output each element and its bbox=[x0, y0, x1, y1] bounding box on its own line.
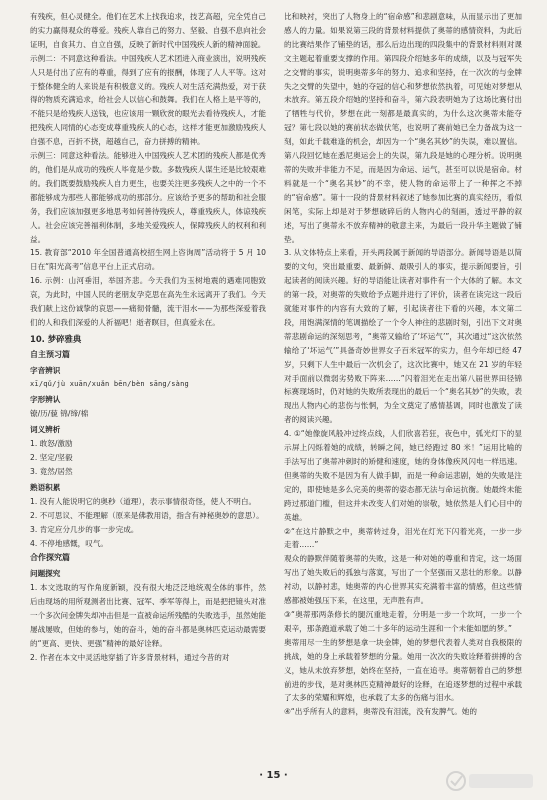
paragraph: 1. 没有人能说明它的奥秒（道理），表示事情很奇怪，使人不明白。 bbox=[30, 496, 257, 506]
paragraph: 比和映衬，突出了人物身上的“宿命感”和悲剧意味，从而显示出了更加感人的力量。如果说第三段的背景材料提供了奥蒂的感情资料，为此后的比赛结果作了铺垫的话，那么后边出现的四段集中的背景材料则对课文主题起着重要支撑的作用。第四段介绍她多年的成绩，以及与冠军失之交臂的事实，说明奥蒂多年的努力、追求和坚持，在一次次的与金牌失之交臂的失望中，她的夺冠的信心和梦想依然执着，可见她对梦想从未放弃。第五段介绍她的坚持和奋斗，第六段表明她为了这场比赛付出了牺牲与代价，梦想在此一刻都是最真实的，为什么这次奥蒂未能夺冠？第七段以她的赛前状态做伏笔，也说明了赛前她已全力备战为这一刻，如此千载难逢的机会，却因为一个“奥名其妙”的失误，难以置信。第八段回忆她在悉尼奥运会上的失误，第九段是她的心理分析。说明奥蒂的失败并非能力不足，而是因为命运、运气，甚至可以说是宿命。材料就是一个“奥名其妙”的不幸，使人物的命运带上了一种挥之不掉的“宿命感”。第十一段的背景材料叙述了她参加比赛的真实经历，看似闲笔，实际上却是对于梦想破碎后的人物内心的刻画，透过平静的叙述，写出了奥蒂永不放弃精神的敬意主来，为最后一段升华主题做了铺垫。 bbox=[284, 12, 522, 244]
paragraph: 3. 肯定应分几步的事一步完成。 bbox=[30, 524, 139, 534]
paragraph: 2. 不可思议、不能理解（原来是佛教用语，指含有神秘奥妙的意思）。 bbox=[30, 510, 264, 520]
paragraph: 15. 教育部“2010 年全国普通高校招生网上咨询周”活动将于 5 月 10 日在“阳光高考”信息平台上正式启动。 bbox=[30, 248, 266, 272]
paragraph: 奥蒂用尽一生的梦想是拿一块金牌，她的梦想代表着人类对自我极限的挑战，她的身上承载着梦想的分量。她用一次次的失败诠释着拼搏的含义，她从未放弃梦想，始终在坚持，一直在追寻。奥蒂朝着自己的梦想前进的步伐，是对奥林匹克精神最好的诠释，在追逐梦想的过程中承载了太多的荣耀和辉煌，也承载了太多的伤痛与泪水。 bbox=[284, 637, 522, 703]
paragraph: 3. 从文体特点上来看，开头两段属于新闻的导语部分。新闻导语是以简要的文句，突出最重要、最新鲜、最吸引人的事实，提示新闻要旨，引起读者的阅读兴趣。好的导语能让读者对事件有一个大体的了解。本文的第一段，对奥蒂的失败给予点题并进行了评价，读者在读完这一段后就能对事件的内容有大致的了解，引起读者往下看的兴趣，本文第二段，用饱满深情的笔调描绘了一个令人神往的悲剧时刻，引出下文对奥蒂悲剧命运的深刻思考，“奥蒂又输给了‘坏运气’”，其次通过“这次依然输给了‘坏运气’”具备奇妙世界女子百米冠军的实力，但今年却已经 47 岁，只剩下人生中最后一次机会了，这次比赛中，她又在 21 岁的年轻对手面前以微弱劣势败下阵来……”闪着泪光在走出第八届世界田径锦标赛现场时，仍对她的失败所表现出的最后一个“奥名其妙”的失败，表现出人物内心的悲伤与怅惘，为全文奠定了感情基调，同时也激发了读者的阅读兴趣。 bbox=[284, 248, 522, 425]
paragraph: 示例三：同意这种看法。能够进入中国残疾人艺术团的残疾人都是优秀的，他们是从成功的残疾人毕竟是少数。多数残疾人谋生还是比较艰难的。我们既要鼓励残疾人自力更生，也要关注更多残疾人之中的一个不都能够成为那些人都能够成功的那部分。应该给予更多的帮助和社会服务，我们应该加强更多地思考如何善待残疾人，尊重残疾人，体谅残疾人。社会应该完善福利体制，多地关爱残疾人，保障残疾人的权利和利益。 bbox=[30, 151, 266, 244]
paragraph: 4. ①“她像旋风般冲过终点线，人们欣喜若狂，夜色中，弧光灯下的显示屏上闪烁着她的成绩，转瞬之间，她已经跑过 80 米！”运用比喻的手法写出了奥蒂冲刺时的矫健和速度，她的身体像疾风闪电一样迅速。但奥蒂的失败不是因为有人做手脚，而是一种命运悲剧，她的失败是注定的，即使她是多么完美的奥蒂的姿态都无法与命运抗衡。她最终未能跨过那道门槛，但这并未改变人们对她的崇敬，她依然是人们心目中的英雄。 bbox=[284, 429, 522, 522]
paragraph: ④“出乎所有人的意料，奥蒂没有泪流，没有发脾气。她的 bbox=[284, 707, 477, 717]
paragraph: 2. 坚定/坚毅 bbox=[30, 453, 73, 463]
right-column bbox=[284, 10, 522, 719]
paragraph: 4. 不停地感慨，叹气。 bbox=[30, 538, 109, 548]
page-number: · 15 · bbox=[259, 770, 288, 781]
section-title: 10. 梦碎雅典 bbox=[30, 333, 82, 344]
paragraph: 1. 本文选取的写作角度新颖，没有很大地泛泛地统观全体的事件，然后由现场的用所观测者出比赛、冠军、季军等得上，而是把把镜头对准一个多次问金牌失却冲击但是一直被命运所残酷的失败选手，虽然她能屡战屡败，但她的参与，她的奋斗，她的奋斗都是奥林匹克运动最需要的“更高、更快、更强”精神的最好诠释。 bbox=[30, 583, 266, 648]
paragraph: 示例二：不同意这种看法。中国残疾人艺术团进入商业演出，说明残疾人只是付出了应有的尊重，得到了应有的报酬，体现了人人平等。这对于整体健全的人来说是有积极意义的。残疾人对生活充满热爱，对于获得的物质充满追求，给社会人以信心和鼓舞。我们在人格上是平等的，不能只是给残疾人送钱，也应该用一颗欣赏的眼光去看待残疾人，才能把残疾人同情的心态变成尊重残疾人的心态，这样才能更加激励残疾人自强不息，百折不挠，超越自己，奋力拼搏的精神。 bbox=[30, 53, 266, 147]
paragraph: ③“奥蒂那两条修长的腿沉重地走着，分明是一步一个坎坷，一步一个艰辛，那条跑道承载了她二十多年的运动生涯和一个未能如愿的梦。” bbox=[284, 609, 522, 633]
paragraph: 3. 竟然/居然 bbox=[30, 467, 73, 476]
paragraph: 2. 作者在本文中灵活地穿插了许多背景材料，通过今昔的对 bbox=[30, 652, 230, 662]
pinyin-line: xī/qǔ/jù xuān/xuǎn bēn/bèn sāng/sàng bbox=[30, 379, 189, 388]
paragraph: 有残疾，但心灵健全。他们在艺术上找我追求，技艺高超，完全凭自己的实力赢得观众的尊爱。残疾人靠自己的努力、坚毅、自强不息向社会证明，自食其力、自立自强，反映了新时代中国残疾人新的精神面貌。 bbox=[30, 12, 266, 49]
subsection-title: 合作探究篇 bbox=[30, 553, 70, 563]
paragraph: 1. 敢怒/激励 bbox=[30, 439, 73, 449]
left-column bbox=[30, 10, 266, 665]
watermark-logo-icon bbox=[445, 768, 537, 794]
paragraph: 镣/历/藐 锦/缔/棉 bbox=[30, 409, 89, 419]
section-label: 字音辨识 bbox=[30, 365, 61, 375]
section-label: 问题探究 bbox=[30, 569, 61, 579]
paragraph: 16. 示例：山河垂泪，举国齐悲。今天我们为玉树地震的遇难同胞致哀，为此时，中国人民的老朋友孕克思在高先生永远离开了我们。今天我们献上这份诚挚的哀思——痛彻骨髓，流干泪水——为那些深爱着我们的人和我们深爱的人祈福吧！逝者瞑目，但真爱永在。 bbox=[30, 276, 266, 327]
paragraph: 观众的静默伴随着奥蒂的失败，这是一种对她的尊重和肯定，这一场面写出了她失败后的孤独与落寞，写出了一个坚强而又悲壮的形象。以静衬动，以静衬悲，她奥蒂的内心世界其实充满着丰富的情感，但这些情感都被她强压下来，在这里，无声胜有声。 bbox=[284, 554, 522, 606]
section-label: 熟语积累 bbox=[30, 482, 61, 492]
section-label: 字形辨认 bbox=[30, 395, 61, 405]
paragraph: ②“在这片静默之中，奥蒂转过身，泪光在灯光下闪着光亮，一步一步走着……” bbox=[284, 526, 522, 550]
section-label: 词义辨析 bbox=[30, 425, 61, 435]
subsection-title: 自主预习篇 bbox=[30, 349, 70, 359]
